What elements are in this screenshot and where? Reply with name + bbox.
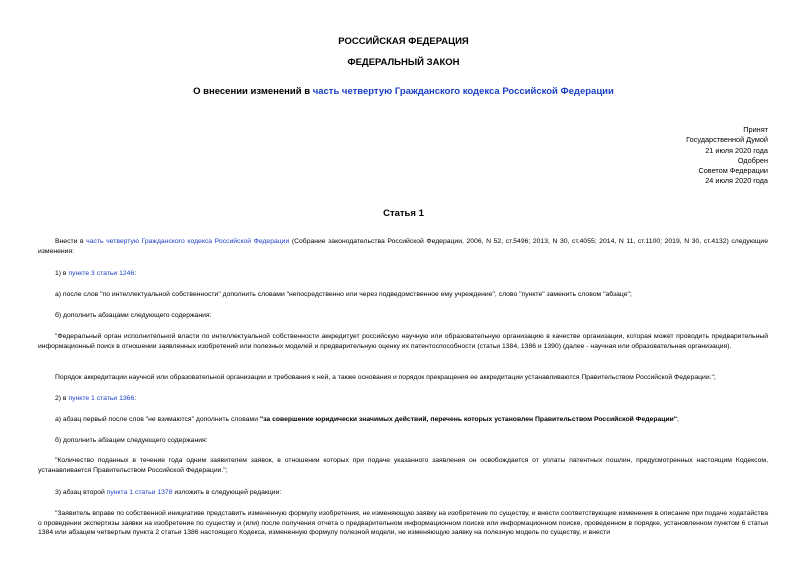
- intro-link-part-four-civil-code[interactable]: часть четвертую Гражданского кодекса Российской Федерации: [86, 238, 290, 245]
- title-link-part-four-civil-code[interactable]: часть четвертую Гражданского кодекса Российской Федерации: [312, 86, 614, 97]
- quote-2: Порядок аккредитации научной или образовательной организации и требования к ней, а также основания и порядок прекращения ее аккредитации устанавливаются Правительством Российской Федерации.";: [55, 374, 716, 381]
- document-type-heading: ФЕДЕРАЛЬНЫЙ ЗАКОН: [347, 57, 460, 68]
- item-1b: б) дополнить абзацами следующего содержания:: [55, 312, 212, 319]
- acceptance-line: Советом Федерации: [698, 166, 768, 176]
- item-2: 2) в пункте 1 статьи 1366:: [55, 395, 137, 402]
- document-title: [0, 86, 807, 98]
- article-heading: Статья 1: [383, 208, 424, 219]
- acceptance-line: Государственной Думой: [686, 135, 768, 145]
- item-2a: а) абзац первый после слов "не взимаются" дополнить словами "за совершение юридически значимых действий, перечень которых установлен Правительством Российской Федерации";: [55, 416, 679, 423]
- item-1a: а) после слов "по интеллектуальной собственности" дополнить словами "непосредственно или через подведомственное ему учреждение", слово "пункте" заменить словом "абзаце";: [55, 291, 632, 298]
- link-article-1378[interactable]: пункта 1 статьи 1378: [106, 489, 173, 496]
- acceptance-line: Принят: [743, 125, 768, 134]
- acceptance-block: [560, 125, 768, 187]
- quote-4: "Заявитель вправе по собственной инициативе представить измененную формулу изобретения, не изменяющую заявку на изобретение по существу, и внести соответствующие изменения в описание при подаче ходатайства о проведении экспертизы заявки на изобретение по существу и (или) после получения отчета о предварительном информационном поиске или информационном поиске, проведенном в порядке, установленном пунктом 6 статьи 1384 или абзацем четвертым пункта 2 статьи 1386 настоящего Кодекса, измененную формулу полезной модели, не изменяющую заявку на полезную модель по существу, и внести: [38, 510, 768, 537]
- intro-paragraph: Внести в часть четвертую Гражданского кодекса Российской Федерации (Собрание законодательства Российской Федерации, 2006, N 52, ст.5496; 2013, N 30, ст.4055; 2014, N 11, ст.1100; 2019, N 30, ст.4132) следующие изменения:: [38, 238, 769, 255]
- link-article-1246[interactable]: пункте 3 статьи 1246: [68, 270, 135, 277]
- quote-3: "Количество поданных в течение года одним заявителем заявок, в отношении которых при подаче указанного заявления он освобождается от уплаты патентных пошлин, предусмотренных настоящим Кодексом, устанавливается Правительством Российской Федерации.";: [38, 457, 768, 474]
- link-article-1366[interactable]: пункте 1 статьи 1366: [68, 395, 135, 402]
- title-text: О внесении изменений в: [193, 86, 313, 97]
- item-2a-inserted-words: "за совершение юридически значимых действий, перечень которых установлен Правительством Российской Федерации": [259, 416, 678, 423]
- acceptance-line: 24 июля 2020 года: [705, 176, 768, 186]
- acceptance-line: Одобрен: [737, 155, 768, 165]
- country-heading: РОССИЙСКАЯ ФЕДЕРАЦИЯ: [338, 36, 469, 47]
- item-1: 1) в пункте 3 статьи 1246:: [55, 270, 137, 277]
- acceptance-line: 21 июля 2020 года: [705, 145, 768, 155]
- item-2b: б) дополнить абзацем следующего содержания:: [55, 437, 208, 444]
- item-3: 3) абзац второй пункта 1 статьи 1378 изложить в следующей редакции:: [55, 489, 282, 496]
- quote-1: "Федеральный орган исполнительной власти по интеллектуальной собственности аккредитует российскую научную или образовательную организацию в качестве организации, которая может проводить предварительный информационный поиск в отношении заявленных изобретений или полезных моделей и предварительную оценку их патентоспособности (статьи 1384, 1386 и 1390) (далее - научная или образовательная организация).: [38, 333, 768, 350]
